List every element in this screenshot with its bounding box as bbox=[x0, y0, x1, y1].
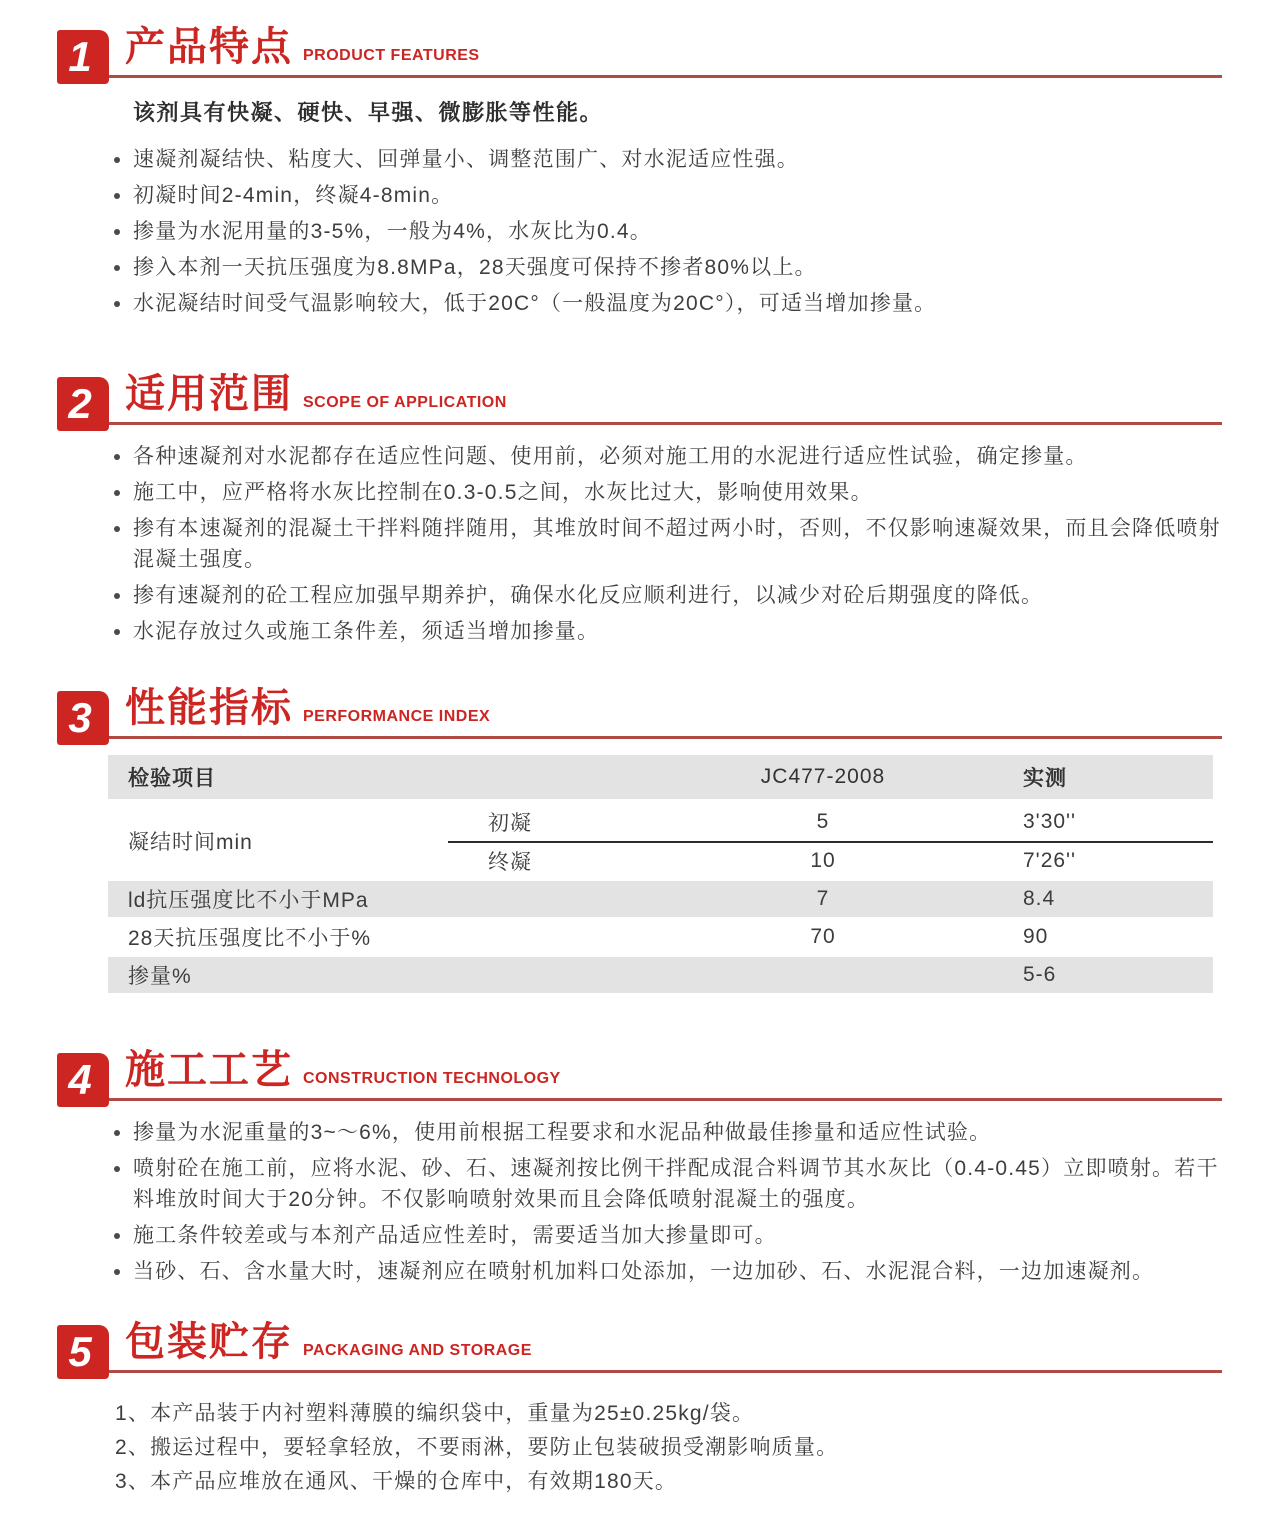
column-header: 检验项目 bbox=[128, 767, 216, 790]
measured-value: 7'26'' bbox=[1023, 849, 1077, 872]
section-titles bbox=[125, 1038, 561, 1098]
list-item bbox=[114, 180, 1235, 211]
bullet-text: 各种速凝剂对水泥都存在适应性问题、使用前，必须对施工用的水泥进行适应性试验，确定掺量。 bbox=[133, 445, 1088, 468]
table-header-row bbox=[108, 755, 1213, 799]
section-title-en: PACKAGING AND STORAGE bbox=[303, 1342, 532, 1359]
list-item bbox=[114, 288, 1235, 319]
bullet-icon bbox=[114, 454, 120, 460]
packaging-numbered-list bbox=[115, 1397, 1235, 1499]
section-header bbox=[57, 369, 1222, 425]
bullet-icon bbox=[114, 157, 120, 163]
table-row bbox=[108, 919, 1213, 955]
list-item bbox=[114, 1117, 1235, 1148]
row-label: 掺量% bbox=[128, 965, 192, 988]
measured-value: 5-6 bbox=[1023, 963, 1057, 986]
construction-bullet-list bbox=[114, 1117, 1235, 1287]
bullet-icon bbox=[114, 193, 120, 199]
subrow-label: 初凝 bbox=[488, 812, 532, 835]
list-item bbox=[114, 1153, 1235, 1215]
section-title-en: PRODUCT FEATURES bbox=[303, 47, 480, 64]
section-number-badge: 4 bbox=[57, 1053, 109, 1107]
bullet-icon bbox=[114, 1166, 120, 1172]
table-row-setting-time bbox=[108, 803, 1213, 879]
bullet-text: 施工条件较差或与本剂产品适应性差时，需要适当加大掺量即可。 bbox=[133, 1224, 777, 1247]
bullet-text: 施工中，应严格将水灰比控制在0.3-0.5之间，水灰比过大，影响使用效果。 bbox=[133, 481, 873, 504]
column-header: JC477-2008 bbox=[760, 765, 886, 788]
section-titles bbox=[125, 362, 507, 422]
bullet-icon bbox=[114, 1269, 120, 1275]
section-title-en: SCOPE OF APPLICATION bbox=[303, 394, 507, 411]
bullet-text: 掺量为水泥重量的3~～6%，使用前根据工程要求和水泥品种做最佳掺量和适应性试验。 bbox=[133, 1121, 992, 1144]
section-header bbox=[57, 22, 1222, 78]
jc-value: 7 bbox=[816, 887, 830, 910]
bullet-icon bbox=[114, 593, 120, 599]
subrow-label: 终凝 bbox=[488, 851, 532, 874]
section-title-en: PERFORMANCE INDEX bbox=[303, 708, 491, 725]
list-item: 3、本产品应堆放在通风、干燥的仓库中，有效期180天。 bbox=[115, 1470, 678, 1493]
bullet-icon bbox=[114, 526, 120, 532]
section-header bbox=[57, 683, 1222, 739]
list-item bbox=[114, 144, 1235, 175]
section-title-cn: 包装贮存 bbox=[125, 1320, 293, 1364]
row-label: 28天抗压强度比不小于% bbox=[128, 927, 372, 950]
section-titles bbox=[125, 676, 490, 736]
list-item bbox=[114, 580, 1235, 611]
features-intro-line: 该剂具有快凝、硬快、早强、微膨胀等性能。 bbox=[133, 100, 604, 125]
section-title-cn: 适用范围 bbox=[125, 372, 293, 416]
bullet-text: 速凝剂凝结快、粘度大、回弹量小、调整范围广、对水泥适应性强。 bbox=[133, 148, 799, 171]
section-title-cn: 性能指标 bbox=[125, 686, 293, 730]
section-number-badge: 2 bbox=[57, 377, 109, 431]
section-title-cn: 施工工艺 bbox=[125, 1048, 293, 1092]
section-product-features bbox=[0, 22, 1280, 319]
bullet-text: 初凝时间2-4min，终凝4-8min。 bbox=[133, 184, 454, 207]
row-label: ld抗压强度比不小于MPa bbox=[128, 889, 369, 912]
measured-value: 90 bbox=[1023, 925, 1049, 948]
bullet-icon bbox=[114, 1130, 120, 1136]
bullet-text: 掺量为水泥用量的3-5%，一般为4%，水灰比为0.4。 bbox=[133, 220, 652, 243]
jc-value: 10 bbox=[810, 849, 836, 872]
list-item bbox=[114, 441, 1235, 472]
features-bullet-list bbox=[114, 144, 1235, 319]
table-subrow bbox=[448, 803, 1213, 841]
bullet-icon bbox=[114, 265, 120, 271]
row-label: 凝结时间min bbox=[128, 831, 253, 854]
section-titles bbox=[125, 1310, 532, 1370]
bullet-text: 喷射砼在施工前，应将水泥、砂、石、速凝剂按比例干拌配成混合料调节其水灰比（0.4-0.45）立即喷射。若干料堆放时间大于20分钟。不仅影响喷射效果而且会降低喷射混凝土的强度。 bbox=[133, 1157, 1219, 1211]
section-performance-index bbox=[0, 683, 1280, 993]
performance-table bbox=[108, 755, 1213, 993]
section-number-badge: 1 bbox=[57, 30, 109, 84]
list-item bbox=[114, 513, 1235, 575]
jc-value: 70 bbox=[810, 925, 836, 948]
section-number-badge: 5 bbox=[57, 1325, 109, 1379]
table-row bbox=[108, 957, 1213, 993]
section-titles bbox=[125, 15, 480, 75]
jc-value: 5 bbox=[816, 810, 830, 833]
bullet-text: 掺有速凝剂的砼工程应加强早期养护，确保水化反应顺利进行，以减少对砼后期强度的降低。 bbox=[133, 584, 1044, 607]
bullet-text: 掺有本速凝剂的混凝土干拌料随拌随用，其堆放时间不超过两小时，否则，不仅影响速凝效果，而且会降低喷射混凝土强度。 bbox=[133, 517, 1221, 571]
section-title-en: CONSTRUCTION TECHNOLOGY bbox=[303, 1070, 561, 1087]
bullet-icon bbox=[114, 301, 120, 307]
bullet-text: 水泥凝结时间受气温影响较大，低于20C°（一般温度为20C°），可适当增加掺量。 bbox=[133, 292, 937, 315]
list-item bbox=[114, 252, 1235, 283]
bullet-text: 掺入本剂一天抗压强度为8.8MPa，28天强度可保持不掺者80%以上。 bbox=[133, 256, 817, 279]
table-subrow bbox=[448, 841, 1213, 879]
bullet-icon bbox=[114, 229, 120, 235]
table-row bbox=[108, 881, 1213, 917]
section-header bbox=[57, 1317, 1222, 1373]
section-scope-of-application bbox=[0, 369, 1280, 647]
list-item bbox=[114, 1220, 1235, 1251]
section-packaging-storage bbox=[0, 1317, 1280, 1499]
bullet-icon bbox=[114, 490, 120, 496]
list-item bbox=[114, 1256, 1235, 1287]
section-title-cn: 产品特点 bbox=[125, 25, 293, 69]
bullet-text: 当砂、石、含水量大时，速凝剂应在喷射机加料口处添加，一边加砂、石、水泥混合料，一边加速凝剂。 bbox=[133, 1260, 1155, 1283]
list-item bbox=[114, 216, 1235, 247]
list-item: 1、本产品装于内衬塑料薄膜的编织袋中，重量为25±0.25kg/袋。 bbox=[115, 1402, 755, 1425]
column-header: 实测 bbox=[1023, 767, 1067, 790]
bullet-icon bbox=[114, 629, 120, 635]
measured-value: 3'30'' bbox=[1023, 810, 1077, 833]
list-item bbox=[114, 477, 1235, 508]
section-construction-technology bbox=[0, 1045, 1280, 1287]
scope-bullet-list bbox=[114, 441, 1235, 647]
list-item: 2、搬运过程中，要轻拿轻放，不要雨淋，要防止包装破损受潮影响质量。 bbox=[115, 1436, 839, 1459]
bullet-text: 水泥存放过久或施工条件差，须适当增加掺量。 bbox=[133, 620, 600, 643]
measured-value: 8.4 bbox=[1023, 887, 1056, 910]
bullet-icon bbox=[114, 1233, 120, 1239]
section-header bbox=[57, 1045, 1222, 1101]
section-number-badge: 3 bbox=[57, 691, 109, 745]
list-item bbox=[114, 616, 1235, 647]
setting-time-subrows bbox=[448, 803, 1213, 879]
